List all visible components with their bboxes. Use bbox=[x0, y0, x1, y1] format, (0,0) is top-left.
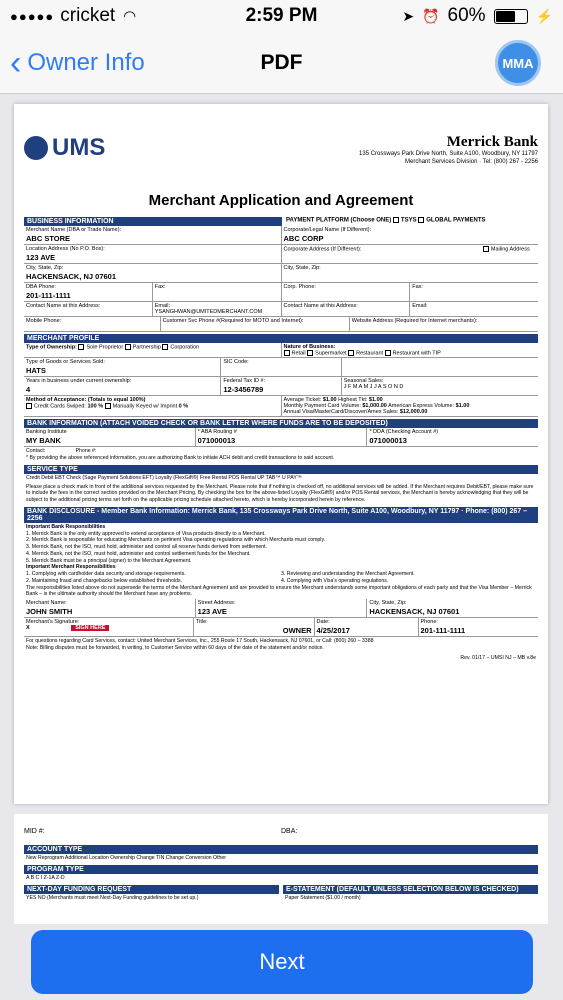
business-info-header: BUSINESS INFORMATION bbox=[24, 217, 282, 226]
merchant-profile-header: MERCHANT PROFILE bbox=[24, 334, 538, 343]
account-type-options: New Reprogram Additional Location Ownership Change TIN Change Conversion Other bbox=[26, 855, 227, 861]
location-icon: ➤ bbox=[402, 7, 415, 24]
alarm-icon: ⏰ bbox=[422, 7, 440, 24]
program-type-header: PROGRAM TYPE bbox=[24, 865, 538, 874]
status-time: 2:59 PM bbox=[245, 5, 318, 26]
doc-footer: For questions regarding Card Services, contact: United Merchant Services, Inc., 255 Route 17 South, Hackensack, NJ 07601, or Call: (800) 260 – 3388 Note: Billing disputes must be forwarded, in writing, to Customer Service within 60 days of the date of the statement and/or notice. Rev. 01/17 – UMSI NJ – MB v.8e bbox=[26, 638, 536, 661]
form-row: Merchant's Signature: X SIGN HERE Title: OWNER Date: 4/25/2017 Phone: 201-111-1111 bbox=[24, 618, 538, 637]
form-row: Contact Name at this Address: Email: YSANGHWAN@UMITEDMERCHANT.COM Contact Name at this Address: Email: bbox=[24, 302, 538, 317]
next-day-header: NEXT-DAY FUNDING REQUEST bbox=[24, 885, 279, 894]
ums-logo: UMS bbox=[24, 134, 105, 162]
doc-title: Merchant Application and Agreement bbox=[148, 192, 414, 209]
form-row: Method of Acceptance: (Totals to equal 100%) Credit Cards Swiped: 100 % Manually Keyed w/ Imprint 0 % Average Ticket: $1.00 Highest Tkt: $1.00 Monthly Payment Card Volume: $1,000.00 American Express Volume: $1.00 Annual Visa/MasterCard/Discover/Amex Sales: $12,000.00 bbox=[24, 396, 538, 417]
back-label: Owner Info bbox=[27, 48, 145, 76]
service-options: Credit Debit EBT Check (Sage Payment Solutions EFT) Loyalty (FlexGift®) Free Rental POS Rental UP TAB™ U PAY™ bbox=[26, 474, 302, 481]
chevron-left-icon: ‹ bbox=[10, 43, 22, 82]
form-row: Banking Institute MY BANK * ABA Routing # 071000013 * DDA (Checking Account #) 071000013 bbox=[24, 428, 538, 447]
business-header bbox=[24, 215, 538, 226]
bank-info-header: BANK INFORMATION (ATTACH VOIDED CHECK OR BANK LETTER WHERE FUNDS ARE TO BE DEPOSITED) bbox=[24, 419, 538, 428]
sign-here-tag[interactable]: SIGN HERE bbox=[71, 625, 109, 631]
ach-note: Contact: Phone #: * By providing the above referenced information, you are authorizing Bank to initiate ACH debit and credit transactions to said account. bbox=[26, 448, 335, 462]
form-row: Mobile Phone: Customer Svc Phone #(Required for MOTO and Internet): Website Address (Required for Internet merchants): bbox=[24, 317, 538, 332]
form-row: City, State, Zip: HACKENSACK, NJ 07601 City, State, Zip: bbox=[24, 264, 538, 283]
mid-dba-row: MID #: DBA: bbox=[24, 828, 298, 835]
account-type-header: ACCOUNT TYPE bbox=[24, 845, 538, 854]
estatement-header: E-STATEMENT (DEFAULT UNLESS SELECTION BELOW IS CHECKED) bbox=[283, 885, 538, 894]
signal-icon: ●●●●● bbox=[10, 8, 55, 24]
battery-icon bbox=[494, 9, 528, 24]
carrier-name: cricket bbox=[60, 5, 116, 26]
status-bar bbox=[0, 0, 563, 32]
globe-icon bbox=[24, 136, 48, 160]
disclosure-text: Important Bank Responsibilities 1. Merrick Bank is the only entity approved to extend acceptance of Visa products directly to a Merchant. 2. Merrick Bank is responsible for educating Merchants on pertinent Visa operating regulations with which Merchants must comply. 3. Merrick Bank, not the ISO, must hold, administer and control all reserve funds derived from settlement. 4. Merrick Bank, not the ISO, must hold, administer and control settlement funds for the Merchant. 5. Merrick Bank must be a principal (signer) to the Merchant Agreement. Important Merchant Responsibilities 1. Complying with cardholder data security and storage requirements. 2. Maintaining fraud and chargebacks below established thresholds. 3. Reviewing and understanding the Merchant Agreement. 4. Complying with Visa's operating regulations. The responsibilities listed above do not supersede the terms of the Merchant Agreement and are provided to ensure the Merchant understands some important obligations of each party and that the Visa Member – Merrick Bank – is the ultimate authority should the Merchant have any problems. bbox=[26, 523, 532, 598]
page-title: PDF bbox=[260, 50, 303, 74]
battery-percent: 60% bbox=[447, 5, 486, 26]
charging-icon: ⚡ bbox=[535, 7, 553, 24]
form-row: Type of Ownership: Sole Proprietor Partnership Corporation Nature of Business: Retail Supermarket Restaurant Restaurant with TIP bbox=[24, 343, 538, 358]
payment-platform: PAYMENT PLATFORM (Choose ONE) TSYS GLOBAL PAYMENTS bbox=[286, 217, 486, 224]
form-row: DBA Phone: 201-111-1111 Fax: Corp. Phone: Fax: bbox=[24, 283, 538, 302]
service-note: Please place a check mark in front of the additional services requested by the Merchant. Please note that if nothing is checked off, no additional services will be added. If the Merchant requires Debit/EBT, please make sure to include the fees in the correct section provided on the Merchant Pricing. By checking the box for the above-listed Loyalty (FlexGift®) and/or POS Rental services, the Merchant is hereby acknowledging that they will be subject to the additional pricing terms set forth on the applicable pricing schedule attached hereto, which is hereby incorporated herein by reference. bbox=[26, 483, 534, 504]
bank-disclosure-header: BANK DISCLOSURE - Member Bank Information: Merrick Bank, 135 Crossways Park Drive North, Suite A100, Woodbury, NY 11797 · Phone: (800) 267 – 2256 bbox=[24, 507, 538, 523]
service-type-header: SERVICE TYPE bbox=[24, 465, 538, 474]
form-row: Merchant Name (DBA or Trade Name): ABC STORE Corporate/Legal Name (If Different): ABC CORP bbox=[24, 226, 538, 245]
form-row: Location Address (No P.O. Box): 123 AVE Corporate Address (If Different): Mailing Address bbox=[24, 245, 538, 264]
merrick-bank-logo: Merrick Bank 135 Crossways Park Drive North, Suite A100, Woodbury, NY 11797 Merchant Services Division · Tel: (800) 267 - 2256 bbox=[359, 134, 538, 165]
form-row: Merchant Name: JOHN SMITH Street Address: 123 AVE City, State, Zip: HACKENSACK, NJ 07601 bbox=[24, 599, 538, 618]
back-button[interactable] bbox=[10, 43, 145, 82]
navigation-bar bbox=[0, 32, 563, 94]
mma-logo[interactable]: MMA bbox=[495, 40, 541, 86]
program-type-options: A B C I Z-1A Z-D bbox=[26, 874, 65, 881]
wifi-icon: ◠ bbox=[123, 8, 137, 25]
form-row: Years in business under current ownership: 4 Federal Tax ID #: 12-3456789 Seasonal Sales: J F M A M J J A S O N D bbox=[24, 377, 538, 396]
next-button[interactable]: Next bbox=[31, 930, 533, 994]
pdf-page-2[interactable] bbox=[14, 814, 548, 924]
pdf-page[interactable] bbox=[14, 104, 548, 804]
doc-header bbox=[24, 134, 538, 198]
form-row: Type of Goods or Services Sold: HATS SIC Code: bbox=[24, 358, 538, 377]
funding-row: NEXT-DAY FUNDING REQUEST YES NO (Merchants must meet Next-Day Funding guidelines to be set up.) E-STATEMENT (DEFAULT UNLESS SELECTION BELOW IS CHECKED) Paper Statement ($1.00 / month) bbox=[24, 883, 538, 903]
